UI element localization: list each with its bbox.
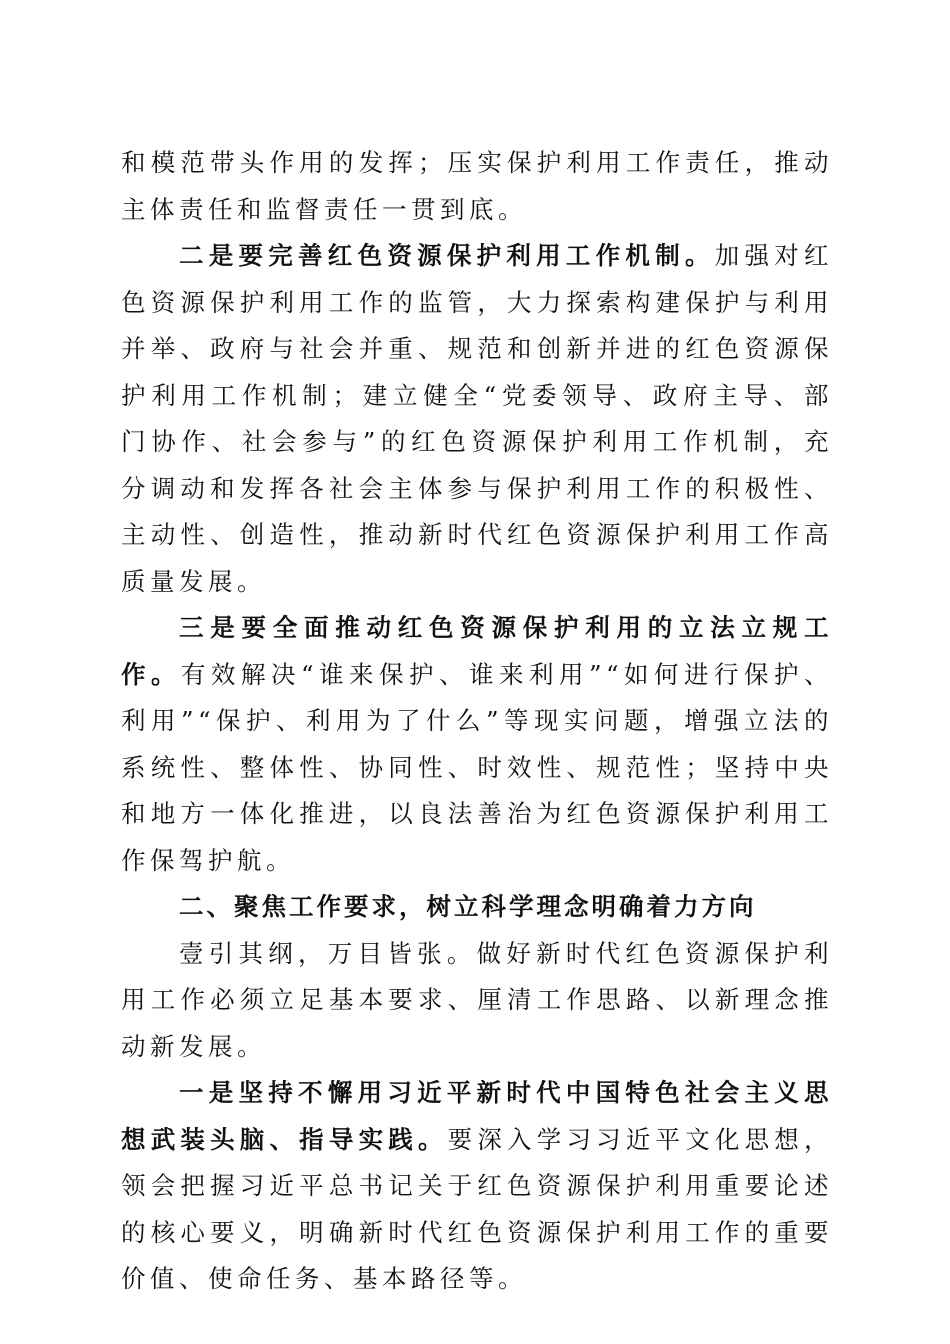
- paragraph-continuation: 和模范带头作用的发挥；压实保护利用工作责任，推动主体责任和监督责任一贯到底。: [121, 148, 833, 224]
- paragraph-lead: 二是要完善红色资源保护利用工作机制。: [179, 241, 715, 270]
- document-body: [121, 140, 833, 1303]
- paragraph-body: 要深入学习习近平文化思想，领会把握习近平总书记关于红色资源保护利用重要论述的核心要义，明确新时代红色资源保护利用工作的重要价值、使命任务、基本路径等。: [121, 1124, 834, 1293]
- paragraph-thought: [121, 1070, 833, 1303]
- paragraph-lead: 三是要全面推动红色资源保护利用的立法立规工作。: [121, 613, 833, 689]
- paragraph-lead: 一是坚持不懈用习近平新时代中国特色社会主义思想武装头脑、指导实践。: [121, 1078, 833, 1154]
- paragraph-body: 有效解决“谁来保护、谁来利用”“如何进行保护、利用”“保护、利用为了什么”等现实问题，增强立法的系统性、整体性、协同性、时效性、规范性；坚持中央和地方一体化推进，以良法善治为红色资源保护利用工作保驾护航。: [121, 659, 834, 875]
- paragraph-legislation: [121, 605, 833, 884]
- paragraph-intro: 壹引其纲，万目皆张。做好新时代红色资源保护利用工作必须立足基本要求、厘清工作思路、以新理念推动新发展。: [121, 938, 833, 1061]
- section-heading: 二、聚焦工作要求，树立科学理念明确着力方向: [179, 892, 757, 921]
- paragraph-body: 加强对红色资源保护利用工作的监管，大力探索构建保护与利用并举、政府与社会并重、规范和创新并进的红色资源保护利用工作机制；建立健全“党委领导、政府主导、部门协作、社会参与”的红色资源保护利用工作机制，充分调动和发挥各社会主体参与保护利用工作的积极性、主动性、创造性，推动新时代红色资源保护利用工作高质量发展。: [121, 241, 834, 596]
- paragraph-mechanism: [121, 233, 833, 605]
